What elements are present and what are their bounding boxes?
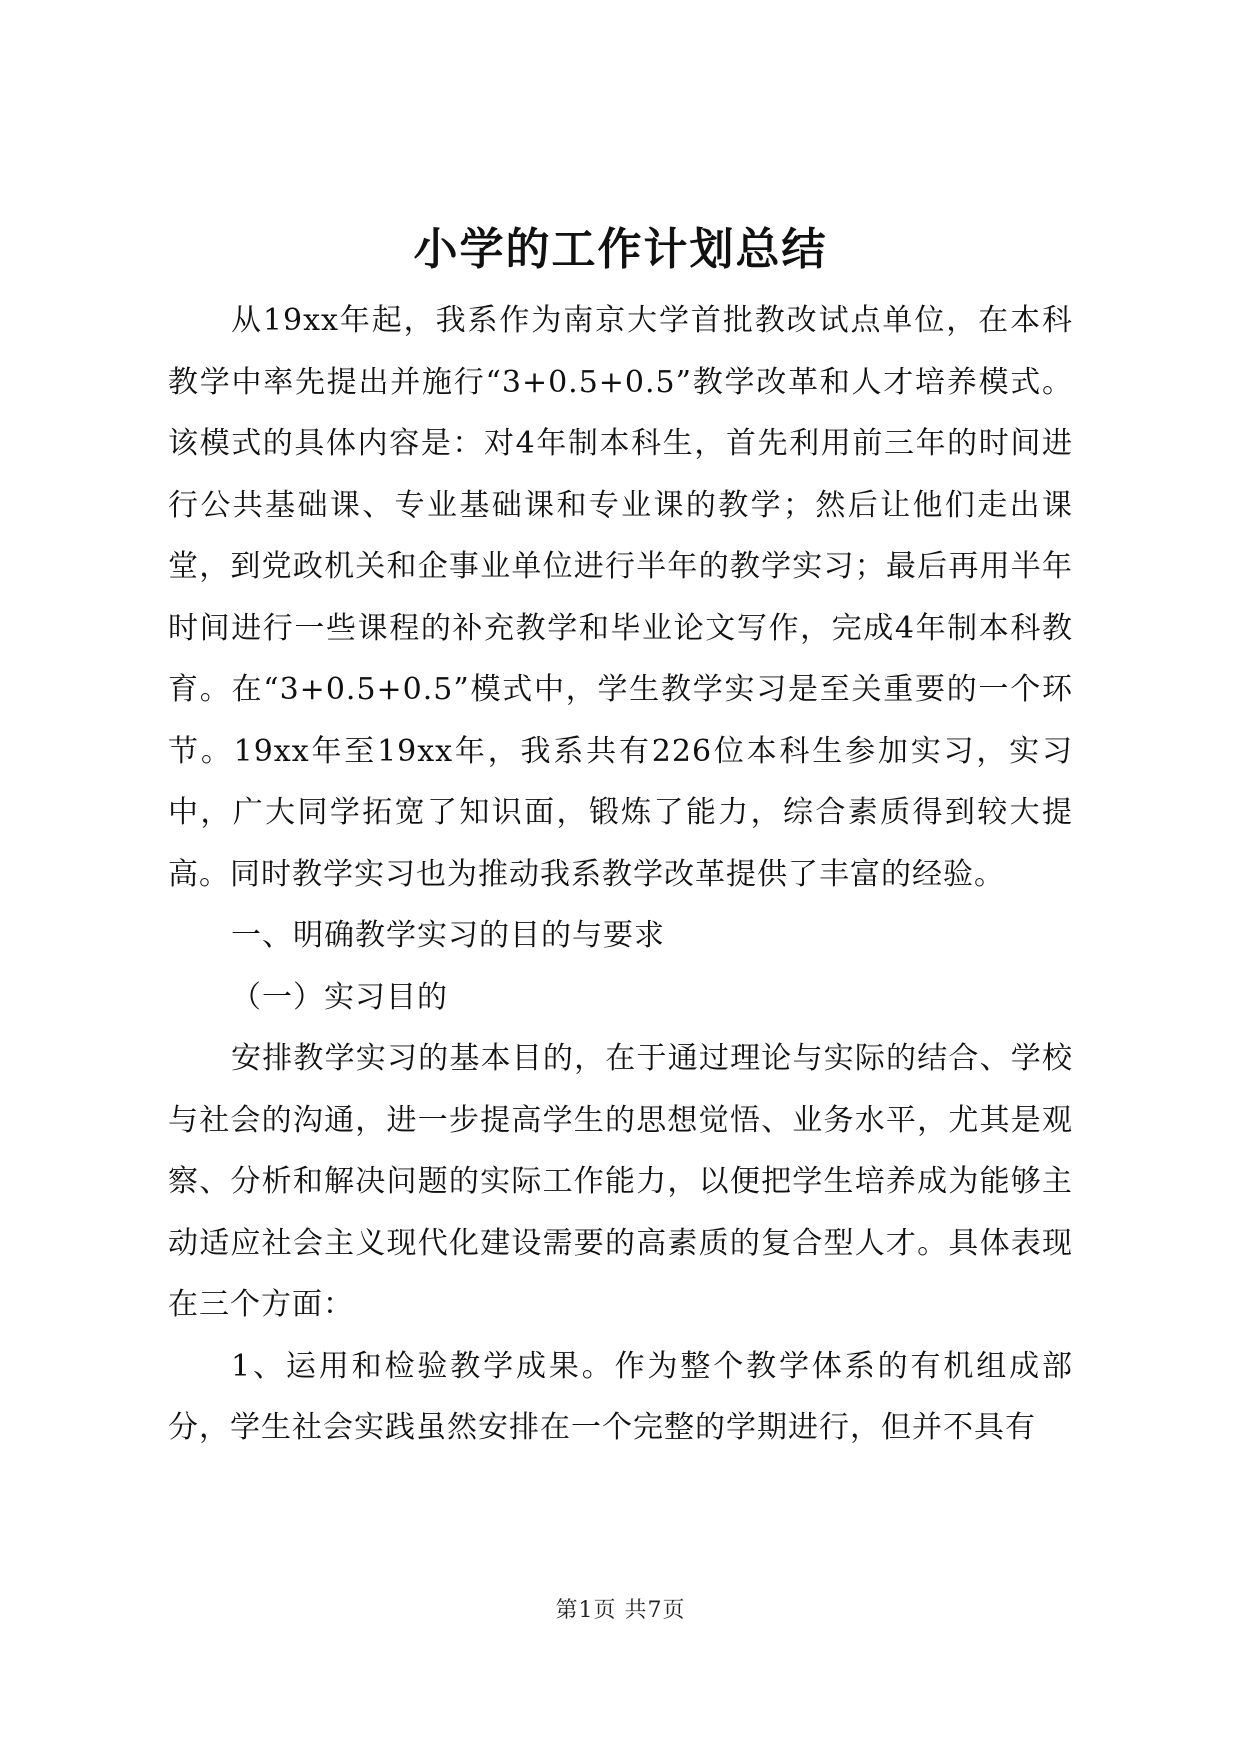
subsection-heading: （一）实习目的 bbox=[231, 979, 448, 1015]
body-paragraph-purpose: 安排教学实习的基本目的，在于通过理论与实际的结合、学校与社会的沟通，进一步提高学生的思想觉悟、业务水平，尤其是观察、分析和解决问题的实际工作能力，以便把学生培养成为能够主动适应社会主义现代化建设需要的高素质的复合型人才。具体表现在三个方面： bbox=[168, 1041, 1073, 1322]
page-footer: 第1页 共7页 bbox=[555, 1598, 686, 1623]
document-title: 小学的工作计划总结 bbox=[413, 224, 828, 275]
body-paragraph-intro: 从19xx年起，我系作为南京大学首批教改试点单位，在本科教学中率先提出并施行“3+0.5+0.5”教学改革和人才培养模式。该模式的具体内容是：对4年制本科生，首先利用前三年的时间进行公共基础课、专业基础课和专业课的教学；然后让他们走出课堂，到党政机关和企事业单位进行半年的教学实习；最后再用半年时间进行一些课程的补充教学和毕业论文写作，完成4年制本科教育。在“3+0.5+0.5”模式中，学生教学实习是至关重要的一个环节。19xx年至19xx年，我系共有226位本科生参加实习，实习中，广大同学拓宽了知识面，锻炼了能力，综合素质得到较大提高。同时教学实习也为推动我系教学改革提供了丰富的经验。 bbox=[168, 303, 1073, 892]
section-heading: 一、明确教学实习的目的与要求 bbox=[231, 918, 665, 953]
body-paragraph-point-1: 1、运用和检验教学成果。作为整个教学体系的有机组成部分，学生社会实践虽然安排在一个完整的学期进行，但并不具有 bbox=[168, 1348, 1073, 1445]
document-body bbox=[168, 290, 1073, 1459]
